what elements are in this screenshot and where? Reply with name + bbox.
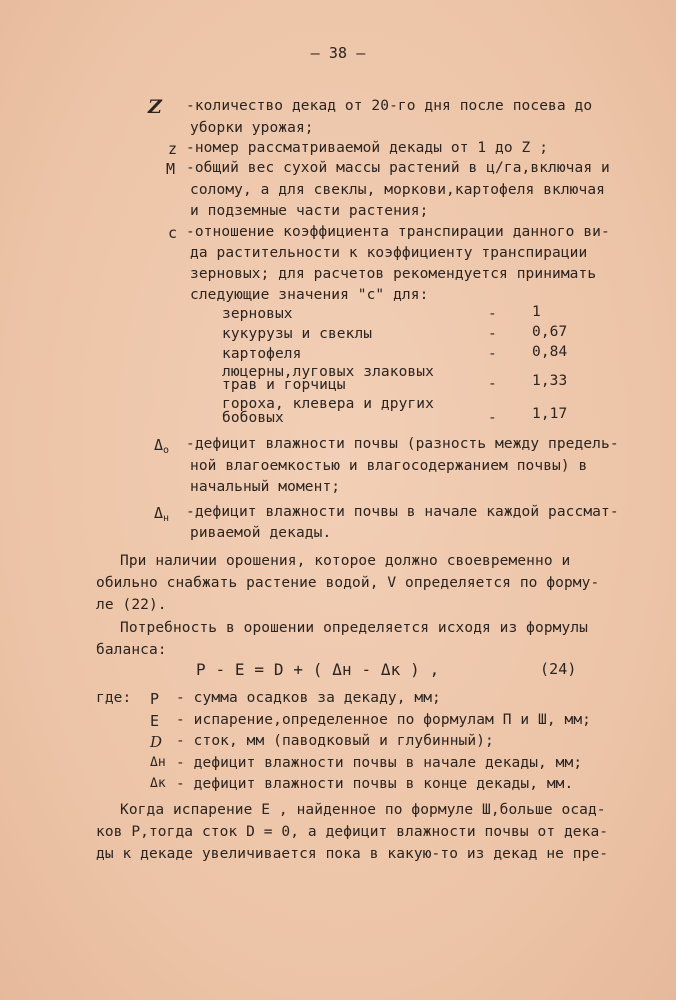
def-delta-n-line2: риваемой декады.	[190, 525, 332, 541]
def-c-line1: -отношение коэффициента транспирации данного ви-	[186, 224, 610, 240]
where-symbol-delta-k: Δк	[150, 776, 166, 791]
def-M-line3: и подземные части растения;	[190, 203, 429, 219]
paragraph3-line3: ды к декаде увеличивается пока в какую-то из декад не пре-	[96, 846, 609, 862]
coef-value-2: 0,67	[532, 324, 568, 340]
def-M-line2: солому, а для свеклы, моркови,картофеля включая	[190, 182, 605, 198]
where-symbol-D: D	[150, 733, 163, 751]
paragraph2-line2: баланса:	[96, 642, 167, 658]
coef-crop-3: картофеля	[222, 346, 302, 362]
coef-dash-2: -	[488, 326, 497, 342]
where-text-D: - сток, мм (паводковый и глубинный);	[176, 733, 494, 749]
def-delta-n-line1: -дефицит влажности почвы в начале каждой рассмат-	[186, 504, 619, 520]
delta-n-subscript: н	[163, 513, 170, 524]
where-text-E: - испарение,определенное по формулам П и Ш, мм;	[176, 712, 591, 728]
def-c-line3: зерновых; для расчетов рекомендуется принимать	[190, 266, 597, 282]
page-number: — 38 —	[310, 44, 366, 62]
coef-crop-5b: бобовых	[222, 410, 284, 426]
delta-o-subscript: о	[163, 445, 170, 456]
coef-value-5: 1,17	[532, 406, 568, 422]
coef-value-3: 0,84	[532, 344, 568, 360]
coef-dash-1: -	[488, 306, 497, 322]
where-label: где:	[96, 690, 132, 706]
symbol-z: z	[168, 140, 178, 158]
coef-value-1: 1	[532, 304, 541, 320]
coef-crop-1: зерновых	[222, 306, 293, 322]
def-Z-line1: -количество декад от 20-го дня после посева до	[186, 98, 593, 114]
symbol-delta-n	[154, 504, 169, 524]
def-M-line1: -общий вес сухой массы растений в ц/га,включая и	[186, 160, 610, 176]
where-symbol-P: P	[150, 690, 160, 708]
where-symbol-E: E	[150, 712, 160, 730]
symbol-M: M	[166, 160, 176, 178]
def-Z-line2: уборки урожая;	[190, 120, 314, 136]
paragraph1-line2: обильно снабжать растение водой, V определяется по форму-	[96, 575, 600, 591]
coef-crop-4a: люцерны,луговых злаковых	[222, 364, 434, 380]
symbol-delta-o	[154, 436, 169, 456]
paragraph3-line1: Когда испарение E , найденное по формуле Ш,больше осад-	[120, 802, 606, 818]
paragraph3-line2: ков P,тогда сток D = 0, а дефицит влажности почвы от дека-	[96, 824, 609, 840]
paragraph1-line1: При наличии орошения, которое должно своевременно и	[120, 553, 571, 569]
def-z-line1: -номер рассматриваемой декады от 1 до Z ;	[186, 140, 549, 156]
paragraph1-line3: ле (22).	[96, 597, 167, 613]
paragraph2-line1: Потребность в орошении определяется исходя из формулы	[120, 620, 588, 636]
def-delta-o-line3: начальный момент;	[190, 479, 341, 495]
coef-dash-5: -	[488, 410, 497, 426]
coef-crop-2: кукурузы и свеклы	[222, 326, 373, 342]
where-text-delta-k: - дефицит влажности почвы в конце декады, мм.	[176, 776, 574, 792]
formula-number: (24)	[540, 660, 577, 678]
where-text-P: - сумма осадков за декаду, мм;	[176, 690, 441, 706]
coef-dash-3: -	[488, 346, 497, 362]
def-c-line2: да растительности к коэффициенту транспирации	[190, 245, 588, 261]
where-symbol-delta-n: Δн	[150, 755, 166, 770]
coef-crop-4b: трав и горчицы	[222, 377, 346, 393]
symbol-Z: Z	[148, 96, 162, 118]
def-delta-o-line2: ной влагоемкостью и влагосодержанием почвы) в	[190, 458, 588, 474]
delta-o-symbol-text: Δ	[154, 436, 164, 454]
coef-value-4: 1,33	[532, 373, 568, 389]
coef-dash-4: -	[488, 376, 497, 392]
formula-24: P - E = D + ( Δн - Δк ) ,	[196, 660, 440, 679]
def-c-line4: следующие значения "с" для:	[190, 287, 429, 303]
coef-crop-5a: гороха, клевера и других	[222, 396, 434, 412]
where-text-delta-n: - дефицит влажности почвы в начале декады, мм;	[176, 755, 583, 771]
delta-n-symbol-text: Δ	[154, 504, 164, 522]
def-delta-o-line1: -дефицит влажности почвы (разность между предель-	[186, 436, 619, 452]
symbol-c: c	[168, 224, 178, 242]
